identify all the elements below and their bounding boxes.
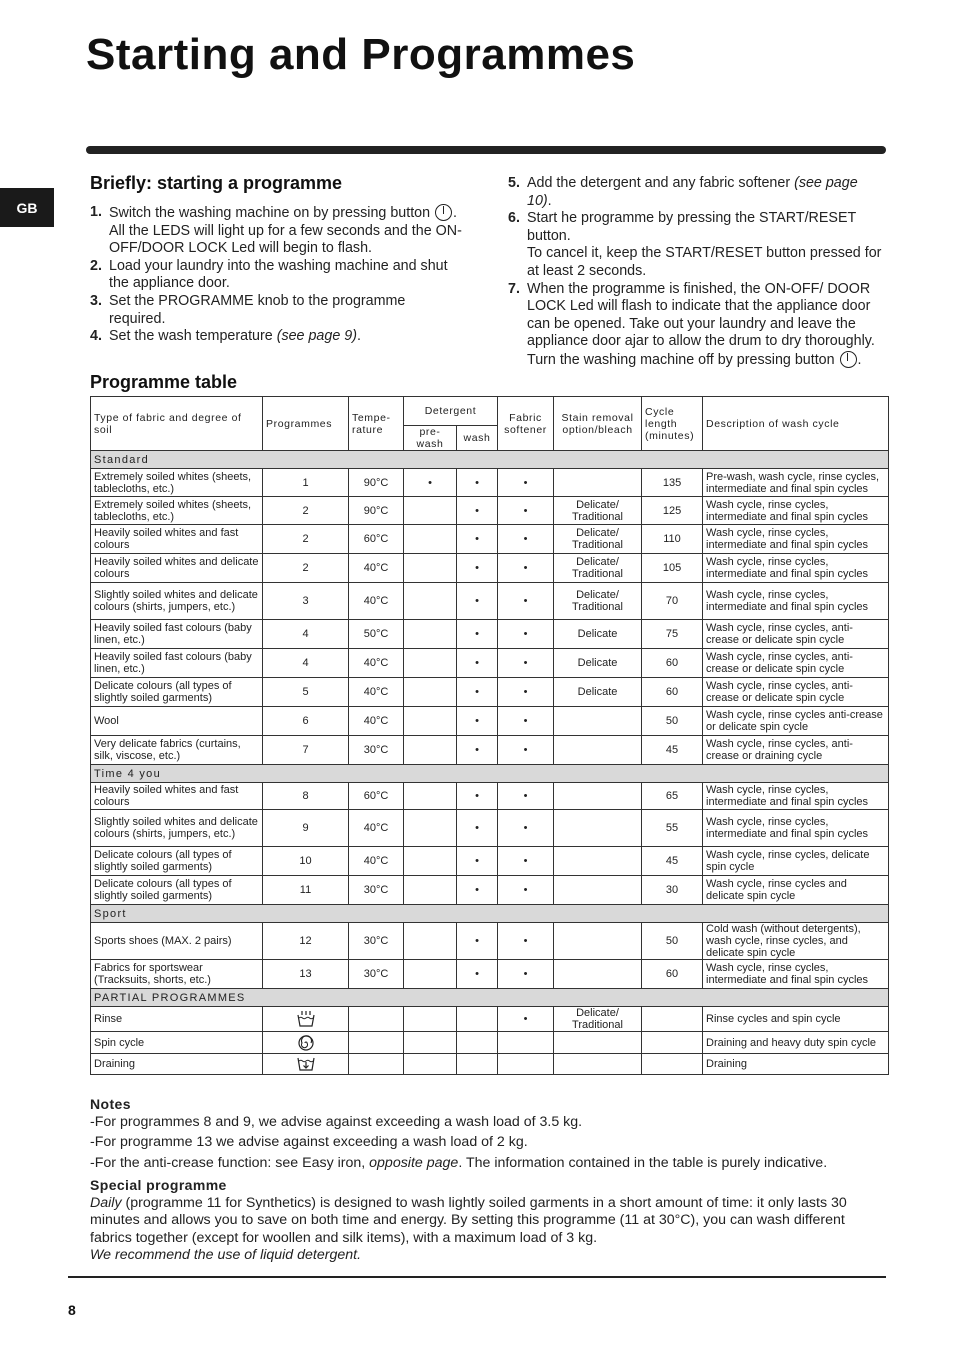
prewash-cell — [404, 876, 457, 905]
description-cell: Wash cycle, rinse cycles, anti-crease or delicate spin cycle — [703, 620, 889, 649]
softener-cell: • — [498, 620, 554, 649]
step-5: 5. Add the detergent and any fabric softener (see page 10). — [508, 175, 858, 209]
description-cell: Wash cycle, rinse cycles, intermediate and final spin cycles — [703, 583, 889, 620]
stain-removal-cell: Delicate/ Traditional — [554, 525, 642, 554]
spin-icon — [297, 1034, 315, 1052]
rinse-icon — [296, 1010, 316, 1028]
programme-cell: 2 — [263, 497, 349, 525]
page-title: Starting and Programmes — [86, 30, 636, 79]
fabric-cell: Fabrics for sportswear (Tracksuits, shorts, etc.) — [91, 960, 263, 989]
cycle-length-cell: 50 — [642, 707, 703, 736]
description-cell: Wash cycle, rinse cycles, intermediate and final spin cycles — [703, 554, 889, 583]
softener-cell — [498, 1054, 554, 1075]
temperature-cell: 50°C — [349, 620, 404, 649]
cycle-length-cell — [642, 1032, 703, 1054]
header-description: Description of wash cycle — [703, 397, 889, 451]
header-stain-removal: Stain removal option/bleach — [554, 397, 642, 451]
table-row — [91, 783, 889, 810]
fabric-cell: Slightly soiled whites and delicate colours (shirts, jumpers, etc.) — [91, 810, 263, 847]
page-number: 8 — [68, 1302, 76, 1318]
stain-removal-cell: Delicate/ Traditional — [554, 497, 642, 525]
programme-cell: 7 — [263, 736, 349, 765]
table-row — [91, 876, 889, 905]
softener-cell: • — [498, 736, 554, 765]
stain-removal-cell: Delicate — [554, 678, 642, 707]
cycle-length-cell: 60 — [642, 678, 703, 707]
fabric-cell: Heavily soiled whites and fast colours — [91, 525, 263, 554]
table-row — [91, 583, 889, 620]
temperature-cell: 40°C — [349, 583, 404, 620]
note-3: -For the anti-crease function: see Easy iron, opposite page. The information contained in the table is purely indicative. — [90, 1154, 828, 1171]
section-label: Sport — [91, 905, 889, 923]
step-3: 3. Set the PROGRAMME knob to the programme required. — [90, 292, 406, 327]
description-cell: Wash cycle, rinse cycles, intermediate and final spin cycles — [703, 810, 889, 847]
description-cell: Wash cycle, rinse cycles, intermediate and final spin cycles — [703, 960, 889, 989]
programme-cell: 13 — [263, 960, 349, 989]
stain-removal-cell — [554, 847, 642, 876]
table-row — [91, 707, 889, 736]
wash-cell: • — [457, 497, 498, 525]
steps-left — [90, 204, 463, 346]
notes-block — [90, 1096, 890, 1265]
cycle-length-cell: 125 — [642, 497, 703, 525]
briefly-heading: Briefly: starting a programme — [90, 173, 343, 193]
cycle-length-cell — [642, 1054, 703, 1075]
stain-removal-cell — [554, 783, 642, 810]
fabric-cell: Draining — [91, 1054, 263, 1075]
stain-removal-cell: Delicate/ Traditional — [554, 554, 642, 583]
programme-cell: 4 — [263, 649, 349, 678]
softener-cell: • — [498, 876, 554, 905]
programme-cell — [263, 1007, 349, 1032]
description-cell: Draining and heavy duty spin cycle — [703, 1032, 889, 1054]
programme-cell: 12 — [263, 923, 349, 960]
softener-cell: • — [498, 497, 554, 525]
programme-cell: 3 — [263, 583, 349, 620]
table-row — [91, 620, 889, 649]
description-cell: Wash cycle, rinse cycles, anti-crease or draining cycle — [703, 736, 889, 765]
stain-removal-cell: Delicate — [554, 649, 642, 678]
header-cycle-length: Cycle length (minutes) — [642, 397, 703, 451]
section-label: Time 4 you — [91, 765, 889, 783]
softener-cell: • — [498, 469, 554, 497]
temperature-cell: 30°C — [349, 876, 404, 905]
table-row — [91, 810, 889, 847]
cycle-length-cell: 65 — [642, 783, 703, 810]
stain-removal-cell — [554, 469, 642, 497]
prewash-cell — [404, 960, 457, 989]
softener-cell: • — [498, 649, 554, 678]
table-row — [91, 649, 889, 678]
wash-cell: • — [457, 469, 498, 497]
power-button-icon — [435, 204, 452, 221]
header-temperature: Tempe-rature — [349, 397, 404, 451]
prewash-cell — [404, 525, 457, 554]
section-row — [91, 989, 889, 1007]
softener-cell: • — [498, 554, 554, 583]
prewash-cell — [404, 783, 457, 810]
cycle-length-cell: 70 — [642, 583, 703, 620]
stain-removal-cell — [554, 1054, 642, 1075]
description-cell: Wash cycle, rinse cycles, intermediate and final spin cycles — [703, 783, 889, 810]
programme-cell — [263, 1032, 349, 1054]
softener-cell: • — [498, 923, 554, 960]
programme-cell: 2 — [263, 554, 349, 583]
prewash-cell — [404, 810, 457, 847]
fabric-cell: Wool — [91, 707, 263, 736]
description-cell: Wash cycle, rinse cycles and delicate spin cycle — [703, 876, 889, 905]
special-programme-heading: Special programme — [90, 1177, 227, 1193]
programme-cell: 10 — [263, 847, 349, 876]
temperature-cell — [349, 1007, 404, 1032]
cycle-length-cell: 30 — [642, 876, 703, 905]
fabric-cell: Delicate colours (all types of slightly soiled garments) — [91, 876, 263, 905]
table-row — [91, 847, 889, 876]
stain-removal-cell — [554, 923, 642, 960]
table-row — [91, 525, 889, 554]
fabric-cell: Heavily soiled whites and fast colours — [91, 783, 263, 810]
table-row — [91, 678, 889, 707]
programme-table — [90, 396, 889, 1075]
description-cell: Wash cycle, rinse cycles, delicate spin cycle — [703, 847, 889, 876]
section-label: PARTIAL PROGRAMMES — [91, 989, 889, 1007]
fabric-cell: Heavily soiled whites and delicate colours — [91, 554, 263, 583]
programme-table-heading: Programme table — [90, 372, 238, 392]
softener-cell: • — [498, 707, 554, 736]
programme-cell — [263, 1054, 349, 1075]
table-row — [91, 1032, 889, 1054]
notes-heading: Notes — [90, 1096, 131, 1112]
stain-removal-cell — [554, 810, 642, 847]
stain-removal-cell — [554, 1032, 642, 1054]
fabric-cell: Heavily soiled fast colours (baby linen, etc.) — [91, 620, 263, 649]
cycle-length-cell: 50 — [642, 923, 703, 960]
table-row — [91, 497, 889, 525]
prewash-cell — [404, 649, 457, 678]
wash-cell: • — [457, 649, 498, 678]
step-7: 7. When the programme is finished, the ON-OFF/ DOOR LOCK Led will flash to indicate that the appliance door can be opened. Take out your laundry and leave the appliance door ajar to allow the drum to dry thoroughly. Turn the washing machine off by pressing button . — [508, 280, 875, 368]
prewash-cell — [404, 1007, 457, 1032]
description-cell: Wash cycle, rinse cycles, intermediate and final spin cycles — [703, 497, 889, 525]
table-row — [91, 1007, 889, 1032]
temperature-cell: 90°C — [349, 497, 404, 525]
description-cell: Draining — [703, 1054, 889, 1075]
fabric-cell: Delicate colours (all types of slightly soiled garments) — [91, 678, 263, 707]
temperature-cell — [349, 1032, 404, 1054]
temperature-cell: 30°C — [349, 736, 404, 765]
temperature-cell: 40°C — [349, 678, 404, 707]
description-cell: Wash cycle, rinse cycles anti-crease or delicate spin cycle — [703, 707, 889, 736]
cycle-length-cell: 110 — [642, 525, 703, 554]
programme-cell: 5 — [263, 678, 349, 707]
wash-cell: • — [457, 707, 498, 736]
stain-removal-cell — [554, 736, 642, 765]
header-softener: Fabric softener — [498, 397, 554, 451]
softener-cell: • — [498, 678, 554, 707]
cycle-length-cell: 45 — [642, 847, 703, 876]
fabric-cell: Slightly soiled whites and delicate colours (shirts, jumpers, etc.) — [91, 583, 263, 620]
programme-cell: 9 — [263, 810, 349, 847]
wash-cell — [457, 1032, 498, 1054]
header-programmes: Programmes — [263, 397, 349, 451]
prewash-cell — [404, 923, 457, 960]
programme-cell: 11 — [263, 876, 349, 905]
header-detergent: Detergent — [404, 397, 498, 426]
cycle-length-cell: 135 — [642, 469, 703, 497]
softener-cell: • — [498, 783, 554, 810]
table-row — [91, 736, 889, 765]
programme-cell: 4 — [263, 620, 349, 649]
fabric-cell: Rinse — [91, 1007, 263, 1032]
wash-cell: • — [457, 736, 498, 765]
prewash-cell — [404, 707, 457, 736]
temperature-cell: 40°C — [349, 707, 404, 736]
fabric-cell: Very delicate fabrics (curtains, silk, viscose, etc.) — [91, 736, 263, 765]
title-rule — [86, 146, 886, 154]
description-cell: Wash cycle, rinse cycles, anti-crease or delicate spin cycle — [703, 649, 889, 678]
cycle-length-cell: 55 — [642, 810, 703, 847]
stain-removal-cell: Delicate — [554, 620, 642, 649]
description-cell: Pre-wash, wash cycle, rinse cycles, intermediate and final spin cycles — [703, 469, 889, 497]
drain-icon — [296, 1056, 316, 1072]
table-row — [91, 554, 889, 583]
temperature-cell: 30°C — [349, 923, 404, 960]
header-wash: wash — [457, 426, 498, 451]
power-button-icon — [840, 351, 857, 368]
steps-right — [508, 175, 883, 370]
programme-table-body — [91, 451, 889, 1075]
softener-cell: • — [498, 1007, 554, 1032]
fabric-cell: Extremely soiled whites (sheets, tablecloths, etc.) — [91, 497, 263, 525]
temperature-cell: 90°C — [349, 469, 404, 497]
wash-cell: • — [457, 847, 498, 876]
wash-cell: • — [457, 783, 498, 810]
step-2: 2. Load your laundry into the washing machine and shut the appliance door. — [90, 257, 448, 292]
section-label: Standard — [91, 451, 889, 469]
prewash-cell — [404, 1054, 457, 1075]
header-prewash: pre-wash — [404, 426, 457, 451]
wash-cell — [457, 1007, 498, 1032]
temperature-cell: 40°C — [349, 847, 404, 876]
cycle-length-cell: 60 — [642, 960, 703, 989]
wash-cell: • — [457, 583, 498, 620]
programme-cell: 6 — [263, 707, 349, 736]
note-1: -For programmes 8 and 9, we advise against exceeding a wash load of 3.5 kg. — [90, 1113, 583, 1130]
softener-cell: • — [498, 810, 554, 847]
temperature-cell: 40°C — [349, 554, 404, 583]
fabric-cell: Spin cycle — [91, 1032, 263, 1054]
wash-cell: • — [457, 554, 498, 583]
table-row — [91, 1054, 889, 1075]
cycle-length-cell: 105 — [642, 554, 703, 583]
step-6: 6. Start he programme by pressing the START/RESET button. To cancel it, keep the START/RESET button pressed for at least 2 seconds. — [508, 210, 882, 279]
softener-cell: • — [498, 583, 554, 620]
prewash-cell — [404, 736, 457, 765]
temperature-cell: 40°C — [349, 810, 404, 847]
footer-rule — [68, 1276, 886, 1278]
temperature-cell: 30°C — [349, 960, 404, 989]
programme-cell: 1 — [263, 469, 349, 497]
step-1: 1. Switch the washing machine on by pressing button . All the LEDS will light up for a few seconds and the ON-OFF/DOOR LOCK Led will begin to flash. — [90, 204, 462, 257]
special-programme-text: Daily (programme 11 for Synthetics) is designed to wash lightly soiled garments in a short amount of time: it only lasts 30 minutes and allows you to save on both time and energy. By setting this programme (11 at 30°C), you can wash different fabrics together (except for woollen and silk items), with a maximum load of 3 kg. — [90, 1194, 847, 1246]
wash-cell — [457, 1054, 498, 1075]
wash-cell: • — [457, 923, 498, 960]
cycle-length-cell: 60 — [642, 649, 703, 678]
fabric-cell: Extremely soiled whites (sheets, tablecloths, etc.) — [91, 469, 263, 497]
softener-cell: • — [498, 847, 554, 876]
note-2: -For programme 13 we advise against exceeding a wash load of 2 kg. — [90, 1134, 528, 1150]
prewash-cell — [404, 554, 457, 583]
description-cell: Cold wash (without detergents), wash cycle, rinse cycles, and delicate spin cycle — [703, 923, 889, 960]
prewash-cell — [404, 1032, 457, 1054]
stain-removal-cell — [554, 876, 642, 905]
wash-cell: • — [457, 960, 498, 989]
cycle-length-cell — [642, 1007, 703, 1032]
wash-cell: • — [457, 876, 498, 905]
wash-cell: • — [457, 620, 498, 649]
temperature-cell: 60°C — [349, 525, 404, 554]
stain-removal-cell: Delicate/ Traditional — [554, 1007, 642, 1032]
description-cell: Rinse cycles and spin cycle — [703, 1007, 889, 1032]
table-row — [91, 469, 889, 497]
special-programme-recommendation: We recommend the use of liquid detergent. — [90, 1247, 362, 1263]
description-cell: Wash cycle, rinse cycles, intermediate and final spin cycles — [703, 525, 889, 554]
header-fabric: Type of fabric and degree of soil — [91, 397, 263, 451]
fabric-cell: Delicate colours (all types of slightly soiled garments) — [91, 847, 263, 876]
temperature-cell: 60°C — [349, 783, 404, 810]
fabric-cell: Heavily soiled fast colours (baby linen, etc.) — [91, 649, 263, 678]
fabric-cell: Sports shoes (MAX. 2 pairs) — [91, 923, 263, 960]
softener-cell: • — [498, 525, 554, 554]
prewash-cell — [404, 847, 457, 876]
wash-cell: • — [457, 678, 498, 707]
prewash-cell — [404, 678, 457, 707]
programme-cell: 8 — [263, 783, 349, 810]
cycle-length-cell: 75 — [642, 620, 703, 649]
cycle-length-cell: 45 — [642, 736, 703, 765]
section-row — [91, 451, 889, 469]
language-tab: GB — [0, 188, 54, 227]
stain-removal-cell — [554, 960, 642, 989]
programme-cell: 2 — [263, 525, 349, 554]
temperature-cell: 40°C — [349, 649, 404, 678]
prewash-cell — [404, 583, 457, 620]
table-row — [91, 923, 889, 960]
stain-removal-cell: Delicate/ Traditional — [554, 583, 642, 620]
section-row — [91, 765, 889, 783]
softener-cell — [498, 1032, 554, 1054]
temperature-cell — [349, 1054, 404, 1075]
table-row — [91, 960, 889, 989]
description-cell: Wash cycle, rinse cycles, anti-crease or delicate spin cycle — [703, 678, 889, 707]
stain-removal-cell — [554, 707, 642, 736]
step-4: 4. Set the wash temperature (see page 9). — [90, 328, 361, 345]
prewash-cell — [404, 620, 457, 649]
wash-cell: • — [457, 810, 498, 847]
wash-cell: • — [457, 525, 498, 554]
prewash-cell: • — [404, 469, 457, 497]
section-row — [91, 905, 889, 923]
prewash-cell — [404, 497, 457, 525]
softener-cell: • — [498, 960, 554, 989]
